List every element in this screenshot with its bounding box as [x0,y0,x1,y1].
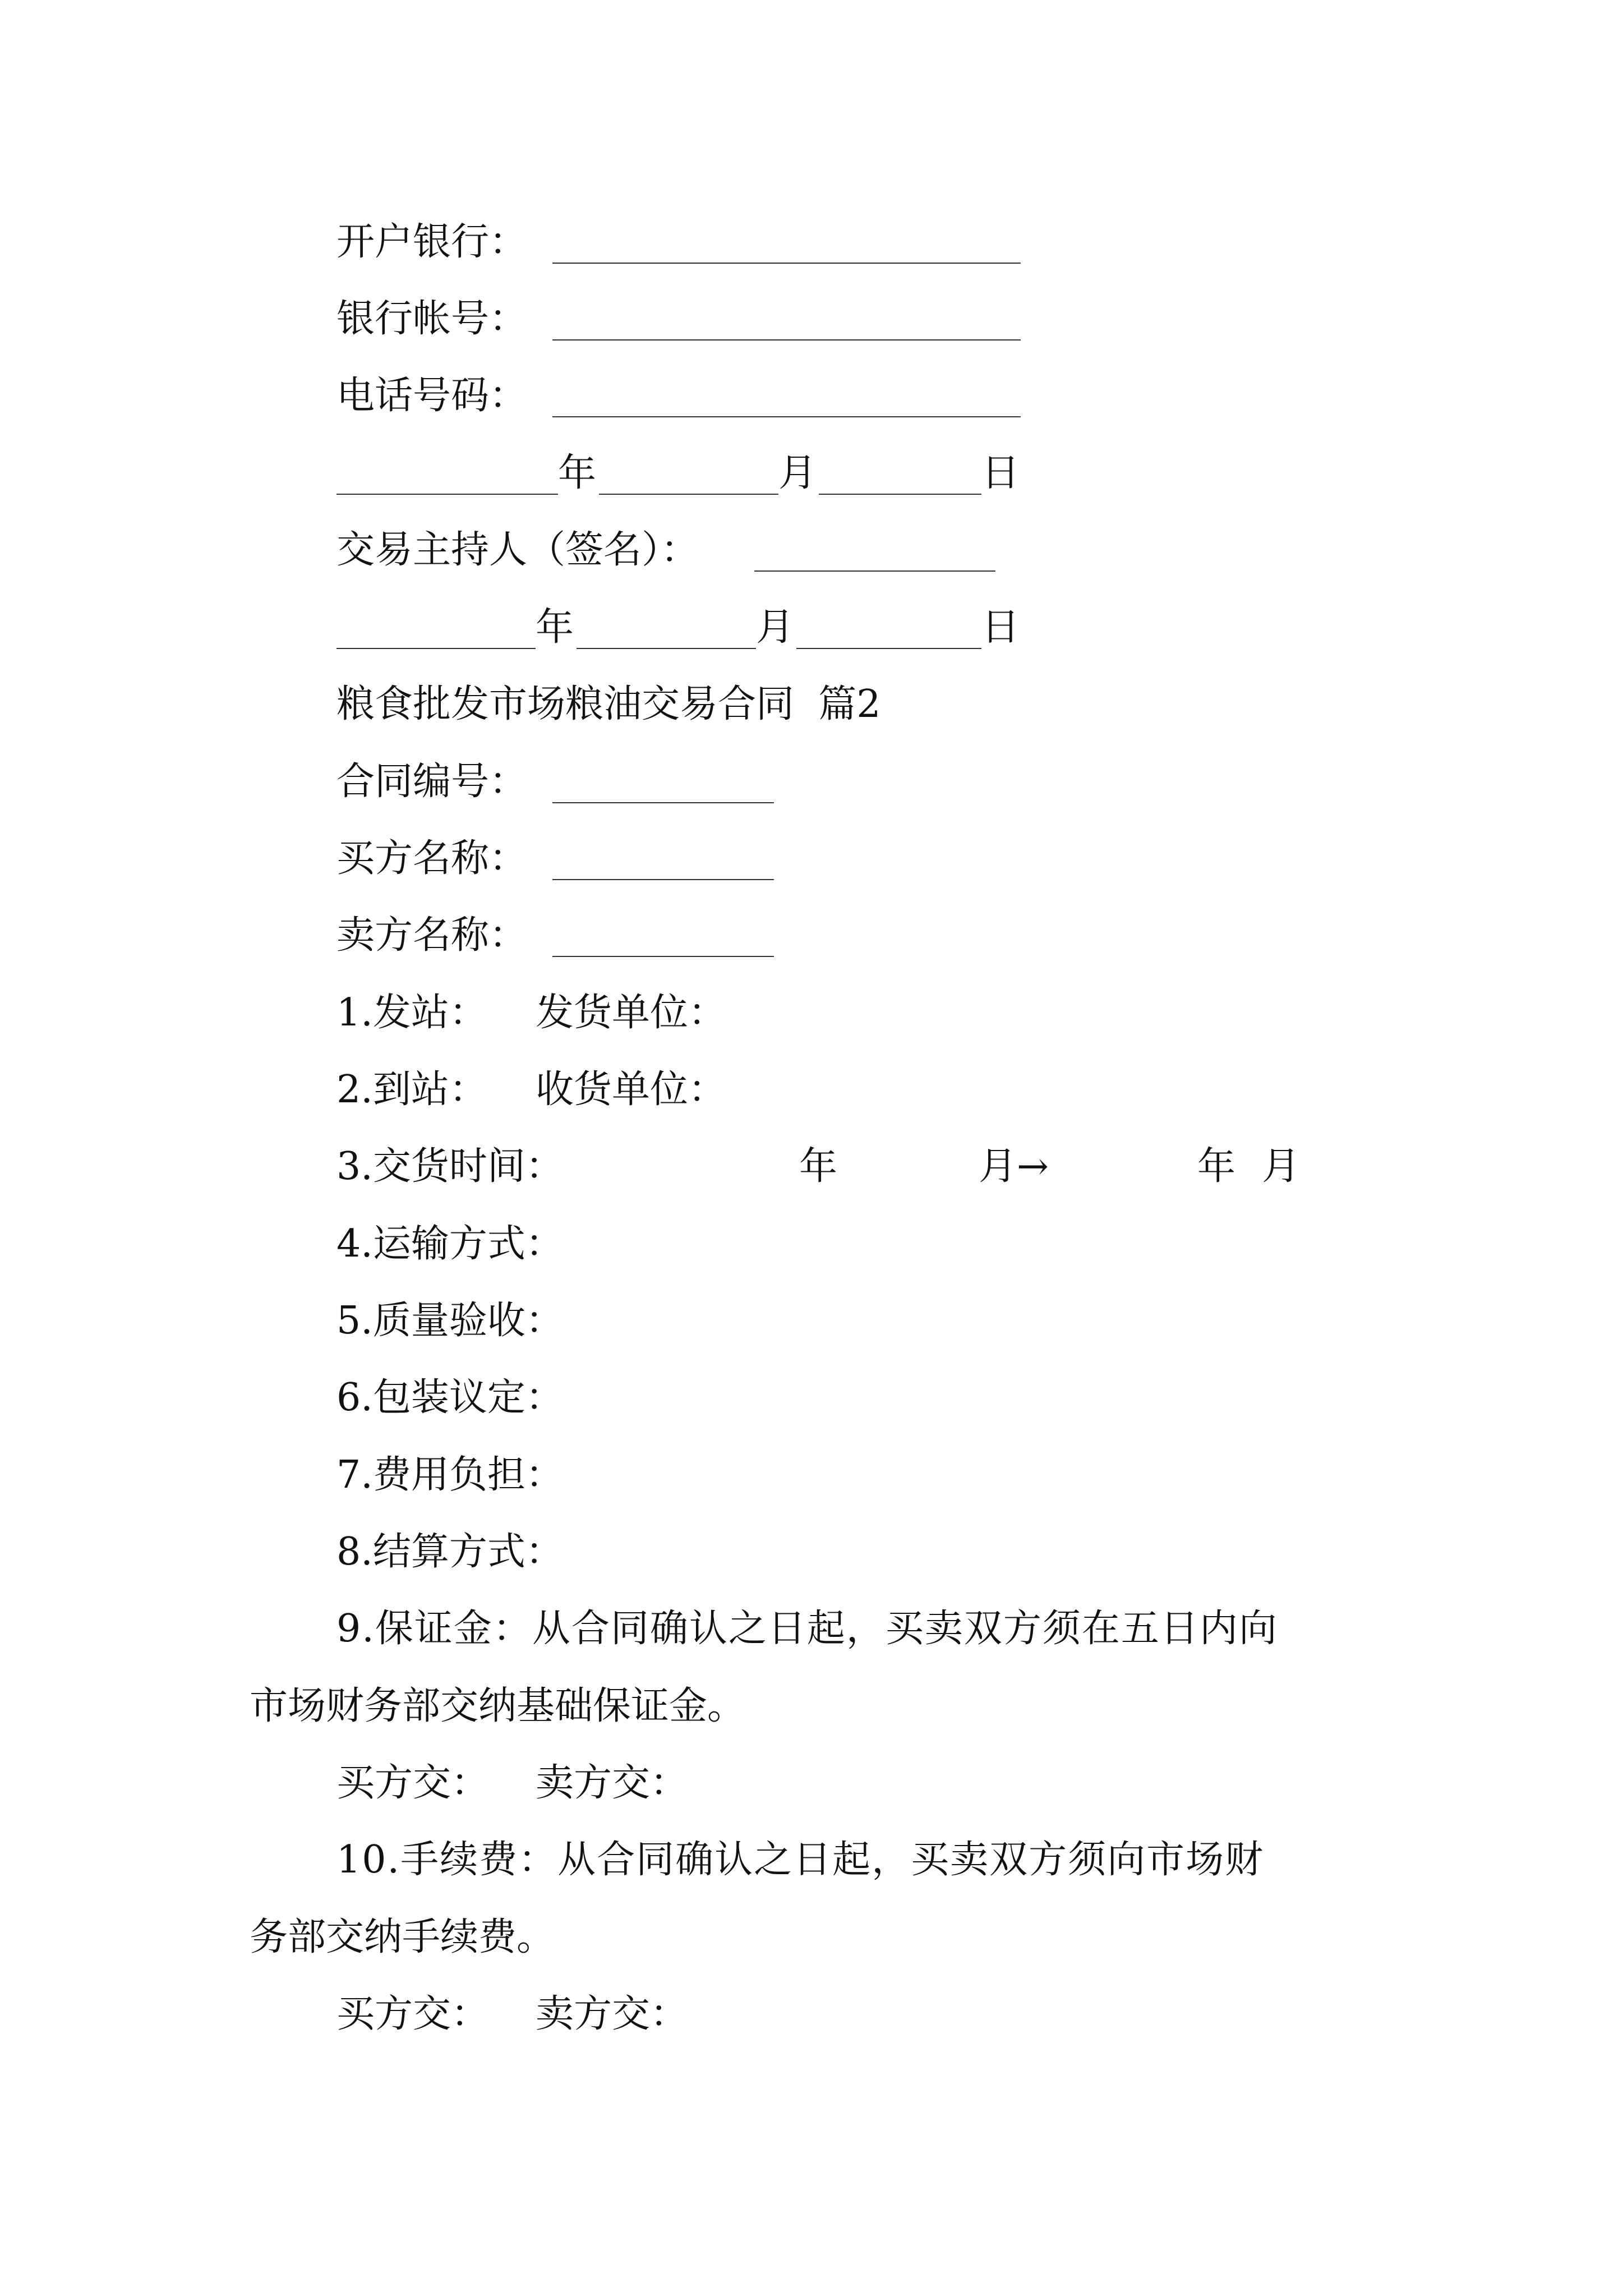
buyer-name-label: 买方名称： [336,836,528,881]
buyer-name-blank[interactable] [552,879,774,880]
date2-month-blank[interactable] [577,648,756,649]
date1-year-blank[interactable] [336,494,558,495]
item10-fee-line1: 10.手续费：从合同确认之日起，买卖双方须向市场财 [336,1838,1265,1882]
item2-arrival-station: 2.到站： [336,1068,487,1112]
item3-month2: 月 [1262,1144,1301,1189]
date2-year-blank[interactable] [336,648,536,649]
item2-consignee: 收货单位： [536,1068,727,1112]
item7-costs: 7.费用负担： [336,1453,564,1497]
host-signature-blank[interactable] [754,570,995,572]
host-signature-label: 交易主持人（签名）： [336,528,699,572]
item9-buyer-pays: 买方交： [336,1761,490,1805]
date1-month-label: 月 [778,451,817,495]
item3-year1: 年 [799,1144,838,1189]
bank-label: 开户银行： [336,220,528,264]
item9-deposit-line1: 9.保证金：从合同确认之日起，买卖双方须在五日内向 [336,1607,1278,1651]
account-number-label: 银行帐号： [336,297,528,341]
item10-buyer-pays: 买方交： [336,1992,490,2036]
item3-month1: 月→ [979,1144,1049,1189]
item6-packaging: 6.包装议定： [336,1375,564,1420]
seller-name-label: 卖方名称： [336,913,528,958]
phone-blank[interactable] [552,416,1021,417]
item9-seller-pays: 卖方交： [536,1761,689,1805]
section-title: 粮食批发市场粮油交易合同 篇2 [336,682,881,726]
item1-departure-station: 1.发站： [336,991,487,1035]
date2-year-label: 年 [536,605,574,650]
contract-number-label: 合同编号： [336,760,528,804]
item10-seller-pays: 卖方交： [536,1992,689,2036]
item10-fee-line2: 务部交纳手续费。 [250,1915,555,1959]
item5-quality: 5.质量验收： [336,1299,564,1343]
date1-month-blank[interactable] [599,494,778,495]
item8-settlement: 8.结算方式： [336,1530,564,1574]
date2-day-label: 日 [981,605,1020,650]
contract-number-blank[interactable] [552,802,774,803]
item4-transport: 4.运输方式： [336,1222,564,1266]
date2-day-blank[interactable] [796,648,981,649]
date1-year-label: 年 [558,451,597,495]
item9-deposit-line2: 市场财务部交纳基础保证金。 [250,1684,746,1728]
seller-name-blank[interactable] [552,956,774,957]
item1-shipper: 发货单位： [536,991,727,1035]
item3-delivery-time: 3.交货时间： [336,1144,564,1189]
date1-day-blank[interactable] [819,494,981,495]
item3-year2: 年 [1197,1144,1236,1189]
date1-day-label: 日 [981,451,1020,495]
account-number-blank[interactable] [552,339,1021,341]
date2-month-label: 月 [756,605,795,650]
phone-label: 电话号码： [336,374,528,418]
bank-blank[interactable] [552,263,1021,264]
